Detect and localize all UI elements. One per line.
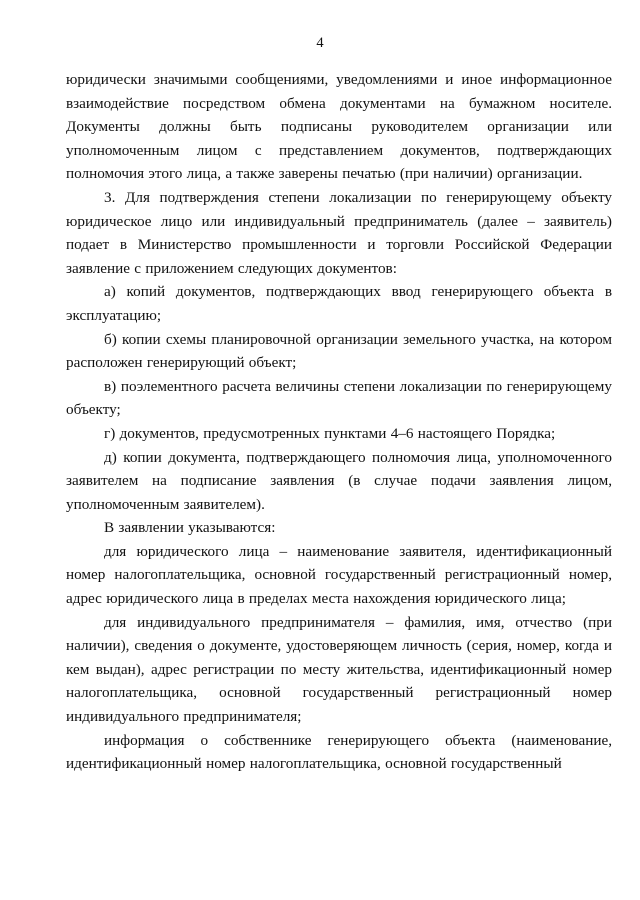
paragraph-continuation: юридически значимыми сообщениями, уведомлениями и иное информационное взаимодействие посредством обмена документами на бумажном носителе. Документы должны быть подписаны руководителем организации или уполномоченным лицом с представлением документов, подтверждающих полномочия этого лица, а также заверены печатью (при наличии) организации. xyxy=(66,71,612,183)
document-body xyxy=(66,68,612,776)
paragraph-subitem-d: д) копии документа, подтверждающего полномочия лица, уполномоченного заявителем на подписание заявления (в случае подачи заявления лицом, уполномоченным заявителем). xyxy=(66,448,612,513)
paragraph-legal-entity: для юридического лица – наименование заявителя, идентификационный номер налогоплательщика, основной государственный регистрационный номер, адрес юридического лица в пределах места нахождения юридического лица; xyxy=(66,542,612,608)
paragraph-subitem-g: г) документов, предусмотренных пунктами 4–6 настоящего Порядка; xyxy=(104,424,556,442)
paragraph-subitem-b: б) копии схемы планировочной организации земельного участка, на котором расположен генерирующий объект; xyxy=(66,330,612,372)
paragraph-subitem-v: в) поэлементного расчета величины степени локализации по генерирующему объекту; xyxy=(66,377,612,419)
paragraph-individual-entrepreneur: для индивидуального предпринимателя – фамилия, имя, отчество (при наличии), сведения о документе, удостоверяющем личность (серия, номер, когда и кем выдан), адрес регистрации по месту жительства, идентификационный номер налогоплательщика, основной государственный регистрационный номер индивидуального предпринимателя; xyxy=(66,613,612,726)
paragraph-statement-heading: В заявлении указываются: xyxy=(104,519,276,537)
page-number: 4 xyxy=(316,35,324,51)
paragraph-owner-info: информация о собственнике генерирующего объекта (наименование, идентификационный номер налогоплательщика, основной государственный xyxy=(66,731,612,773)
paragraph-subitem-a: а) копий документов, подтверждающих ввод генерирующего объекта в эксплуатацию; xyxy=(66,283,612,324)
paragraph-item-3: 3. Для подтверждения степени локализации по генерирующему объекту юридическое лицо или индивидуальный предприниматель (далее – заявитель) подает в Министерство промышленности и торговли Российской Федерации заявление с приложением следующих документов: xyxy=(66,188,612,277)
